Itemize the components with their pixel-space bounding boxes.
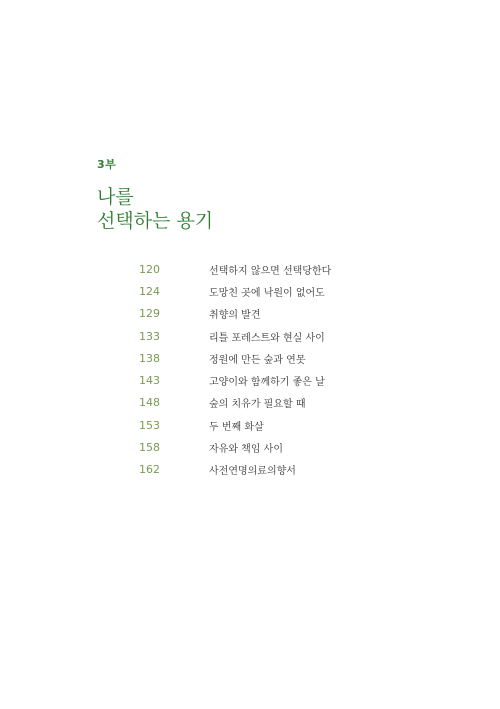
toc-page-number: 148 (139, 396, 160, 410)
part-title-line-2: 선택하는 용기 (97, 210, 214, 232)
toc-page-number: 138 (139, 351, 160, 365)
toc-entry[interactable] (130, 414, 390, 436)
toc-entry[interactable] (130, 303, 390, 325)
toc-entry-title: 도망친 곳에 낙원이 없어도 (209, 287, 325, 299)
toc-entry-title: 두 번째 화살 (209, 421, 264, 433)
toc-entry[interactable] (130, 392, 390, 414)
toc-entry-title: 선택하지 않으면 선택당한다 (209, 265, 332, 277)
toc-page-number: 153 (139, 418, 160, 432)
toc-page-number: 133 (139, 329, 160, 343)
toc-entry-title: 고양이와 함께하기 좋은 날 (209, 377, 325, 389)
toc-page-number: 124 (139, 284, 160, 298)
toc-page-number: 158 (139, 441, 160, 455)
toc-entry[interactable] (130, 258, 390, 280)
toc-entry[interactable] (130, 325, 390, 347)
toc-entry[interactable] (130, 280, 390, 302)
table-of-contents (130, 258, 390, 481)
toc-page-number: 162 (139, 463, 160, 477)
part-label: 3부 (97, 158, 117, 171)
part-title-line-1: 나를 (97, 186, 134, 208)
toc-entry-title: 정원에 만든 숲과 연못 (209, 354, 306, 366)
toc-entry[interactable] (130, 369, 390, 391)
toc-page-number: 120 (139, 262, 160, 276)
toc-entry[interactable] (130, 459, 390, 481)
toc-entry-title: 취향의 발견 (209, 310, 261, 322)
toc-page-number: 129 (139, 307, 160, 321)
toc-entry[interactable] (130, 436, 390, 458)
part-title (97, 185, 213, 233)
toc-entry-title: 숲의 치유가 필요할 때 (209, 399, 306, 411)
toc-page-number: 143 (139, 374, 160, 388)
toc-entry-title: 리틀 포레스트와 현실 사이 (209, 332, 325, 344)
toc-entry-title: 사전연명의료의향서 (209, 466, 296, 478)
toc-entry[interactable] (130, 347, 390, 369)
toc-entry-title: 자유와 책임 사이 (209, 444, 283, 456)
